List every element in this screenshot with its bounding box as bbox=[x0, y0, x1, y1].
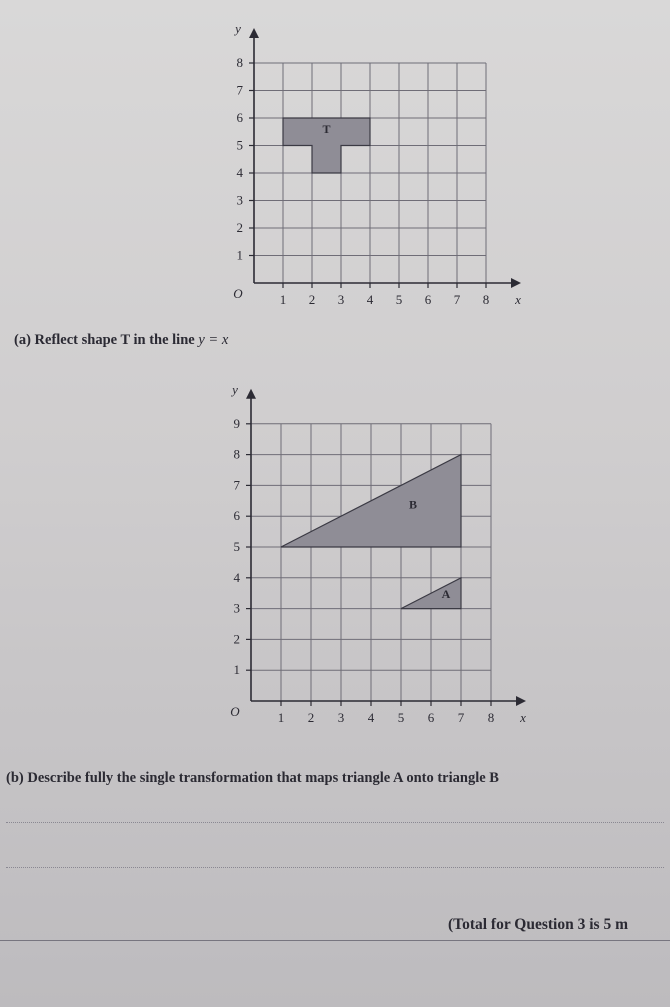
y-tick-label: 6 bbox=[236, 110, 243, 125]
y-tick-label: 4 bbox=[233, 569, 240, 585]
x-axis-label: x bbox=[515, 292, 521, 307]
x-tick-label: 7 bbox=[457, 710, 465, 725]
x-tick-label: 2 bbox=[307, 710, 315, 725]
y-tick-label: 3 bbox=[233, 600, 240, 616]
shape-t-label: T bbox=[322, 122, 331, 137]
y-tick-label: 8 bbox=[236, 55, 243, 70]
x-tick-label: 2 bbox=[308, 292, 316, 307]
x-axis-label: x bbox=[520, 710, 526, 725]
triangle-a-label: A bbox=[441, 586, 451, 601]
y-tick-label: 3 bbox=[236, 192, 243, 208]
origin-label: O bbox=[230, 704, 240, 719]
triangle-b-label: B bbox=[408, 497, 418, 512]
y-tick-label: 1 bbox=[233, 662, 240, 678]
y-tick-label: 2 bbox=[233, 631, 240, 647]
y-tick-label: 1 bbox=[236, 247, 243, 263]
question-a-prefix: (a) Reflect shape T in the line bbox=[14, 332, 199, 348]
x-axis-arrow-icon bbox=[516, 696, 526, 706]
y-tick-label: 7 bbox=[233, 477, 240, 493]
x-tick-label: 1 bbox=[279, 292, 287, 307]
x-tick-label: 4 bbox=[366, 292, 374, 307]
y-tick-label: 2 bbox=[236, 220, 243, 235]
x-tick-label: 5 bbox=[397, 710, 405, 725]
x-tick-label: 3 bbox=[337, 292, 345, 307]
question-b: (b) Describe fully the single transformation that maps triangle A onto triangle B bbox=[6, 770, 499, 786]
y-tick-label: 8 bbox=[233, 446, 240, 462]
y-axis-label: y bbox=[232, 381, 238, 397]
question-end-rule bbox=[0, 940, 670, 941]
y-axis-label: y bbox=[235, 21, 241, 36]
origin-label: O bbox=[233, 286, 243, 301]
x-tick-label: 3 bbox=[337, 710, 345, 725]
question-total: (Total for Question 3 is 5 m bbox=[448, 916, 628, 933]
x-tick-label: 8 bbox=[482, 292, 490, 307]
question-a-equation: y = x bbox=[198, 332, 229, 348]
x-tick-label: 5 bbox=[395, 292, 403, 307]
answer-line-2[interactable] bbox=[6, 867, 664, 868]
y-axis-arrow-icon bbox=[246, 389, 256, 399]
y-tick-label: 4 bbox=[236, 165, 243, 180]
y-tick-label: 9 bbox=[233, 415, 240, 431]
y-tick-label: 5 bbox=[236, 137, 243, 153]
answer-line-1[interactable] bbox=[6, 822, 664, 823]
y-tick-label: 7 bbox=[236, 82, 243, 98]
x-tick-label: 7 bbox=[453, 292, 461, 307]
y-tick-label: 6 bbox=[233, 508, 240, 524]
x-tick-label: 4 bbox=[367, 710, 375, 725]
x-tick-label: 1 bbox=[277, 710, 285, 725]
x-tick-label: 8 bbox=[487, 710, 495, 725]
y-tick-label: 5 bbox=[233, 539, 240, 554]
x-tick-label: 6 bbox=[427, 710, 435, 725]
x-tick-label: 6 bbox=[424, 292, 432, 307]
